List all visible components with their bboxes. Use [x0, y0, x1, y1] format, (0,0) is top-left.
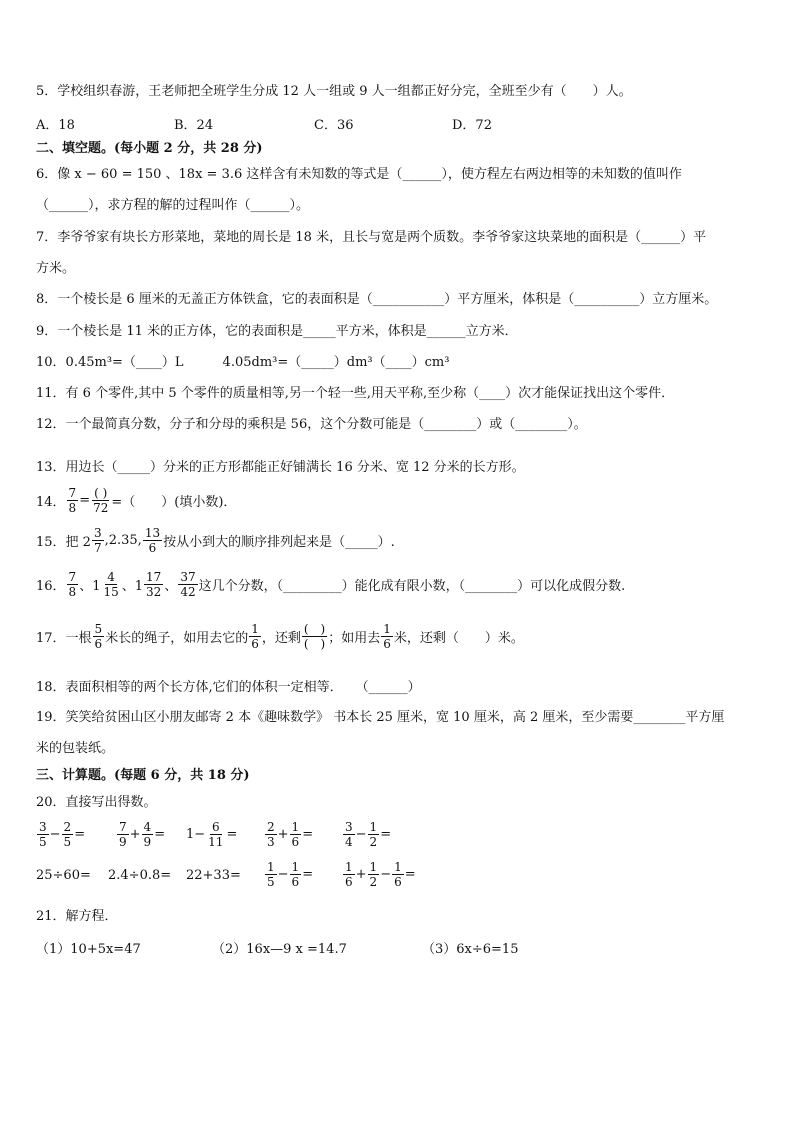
calc-2: $\frac{7}{9}$ + $\frac{4}{9}$ =: [119, 820, 166, 849]
question-15-middle: ,2.35,: [104, 533, 142, 548]
question-9: 9．一个棱长是 11 米的正方体，它的表面积是_____平方米，体积是______立方米．: [36, 324, 518, 339]
equation-2: （2）16x—9 x =14.7: [212, 942, 347, 957]
question-8: 8．一个棱长是 6 厘米的无盖正方体铁盒，它的表面积是（___________）平方厘米，体积是（__________）立方厘米。: [36, 292, 718, 307]
question-18: 18．表面积相等的两个长方体,它们的体积一定相等． （______）: [36, 680, 421, 695]
separator: 、: [164, 579, 178, 594]
question-17-text: 米长的绳子，如用去它的: [105, 631, 249, 646]
calc-5: $\frac{3}{4}$ − $\frac{1}{2}$ =: [345, 820, 392, 849]
question-17-text: ；如用去: [328, 631, 381, 646]
question-10: 10．0.45m³=（____）L 4.05dm³=（_____）dm³（____）cm³: [36, 355, 450, 370]
option-c: C．36: [314, 118, 354, 133]
equals-sign: =: [79, 493, 91, 508]
question-17-text: ，还剩: [261, 631, 301, 646]
question-19-line1: 19．笑笑给贫困山区小朋友邮寄 2 本《趣味数学》 书本长 25 厘米，宽 10 厘米，高 2 厘米，至少需要________平方厘: [36, 710, 725, 725]
question-17: [36, 622, 524, 651]
separator: 、1: [121, 579, 144, 594]
calc-9: $\frac{1}{5}$ − $\frac{1}{6}$ =: [267, 860, 314, 889]
fraction: $\frac{( )}{72}$: [93, 486, 109, 515]
question-15-rest: 按从小到大的顺序排列起来是（_____）.: [163, 535, 395, 550]
question-5-text: 5．学校组织春游，王老师把全班学生分成 12 人一组或 9 人一组都正好分完，全班至少有（ ）人。: [36, 84, 632, 99]
fraction: $\frac{1}{6}$: [251, 622, 259, 651]
blank-fraction: $\frac{( )}{( )}$: [303, 622, 326, 651]
calc-1: $\frac{3}{5}$ − $\frac{2}{5}$ =: [39, 820, 86, 849]
question-16-rest: 这几个分数，（_________）能化成有限小数，（________）可以化成假分数.: [198, 579, 626, 594]
calc-3: 1− $\frac{6}{11}$ =: [186, 820, 238, 849]
option-d: D．72: [452, 118, 492, 133]
question-15: [36, 526, 395, 555]
question-7-line2: 方米。: [36, 261, 76, 276]
calc-8: 22+33=: [186, 868, 241, 883]
question-14: [36, 486, 236, 515]
equation-1: （1）10+5x=47: [36, 942, 141, 957]
calc-6: 25÷60=: [36, 868, 91, 883]
question-12: 12．一个最简真分数，分子和分母的乘积是 56，这个分数可能是（________）或（________）。: [36, 417, 587, 432]
fraction: $\frac{4}{15}$: [103, 570, 119, 599]
separator: 、1: [79, 579, 101, 594]
question-7-line1: 7．李爷爷家有块长方形菜地，菜地的周长是 18 米，且长与宽是两个质数。李爷爷家这块菜地的面积是（______）平: [36, 230, 707, 245]
question-17-rest: 米，还剩（ ）米。: [393, 631, 524, 646]
fraction: $\frac{3}{7}$: [93, 526, 102, 555]
equation-3: （3）6x÷6=15: [422, 942, 519, 957]
question-5: [36, 82, 632, 102]
calc-7: 2.4÷0.8=: [108, 868, 172, 883]
question-16: [36, 570, 625, 599]
fraction: $\frac{13}{6}$: [144, 526, 161, 555]
question-14-rest: =（ ）(填小数)．: [111, 495, 237, 510]
fraction: $\frac{1}{6}$: [383, 622, 391, 651]
option-b: B．24: [174, 118, 214, 133]
question-15-prefix: 15．把 2: [36, 535, 91, 550]
question-6-line2: （______），求方程的解的过程叫作（______）。: [36, 198, 310, 213]
question-6-line1: 6．像 x − 60 = 150 、18x = 3.6 这样含有未知数的等式是（______），使方程左右两边相等的未知数的值叫作: [36, 167, 682, 182]
calc-10: $\frac{1}{6}$ + $\frac{1}{2}$ − $\frac{1}{6}$ =: [345, 860, 416, 889]
fraction: $\frac{7}{8}$: [68, 486, 77, 515]
question-5-options: [36, 114, 736, 134]
fraction: $\frac{37}{42}$: [180, 570, 196, 599]
question-19-line2: 米的包装纸。: [36, 741, 115, 756]
question-16-number: 16．: [36, 579, 66, 594]
fraction: $\frac{17}{32}$: [146, 570, 162, 599]
option-a: A．18: [36, 118, 75, 133]
fraction: $\frac{7}{8}$: [68, 570, 77, 599]
question-20-title: 20．直接写出得数。: [36, 795, 157, 810]
question-14-number: 14．: [36, 495, 66, 510]
question-11: 11．有 6 个零件,其中 5 个零件的质量相等,另一个轻一些,用天平称,至少称（____）次才能保证找出这个零件．: [36, 386, 675, 401]
question-21-title: 21．解方程．: [36, 909, 118, 924]
question-17-prefix: 17．一根: [36, 631, 92, 646]
section-3-heading: 三、计算题。(每题 6 分，共 18 分): [36, 768, 250, 783]
question-13: 13．用边长（_____）分米的正方形都能正好铺满长 16 分米、宽 12 分米的长方形。: [36, 460, 525, 475]
fraction: $\frac{5}{6}$: [94, 622, 103, 651]
calc-4: $\frac{2}{3}$ + $\frac{1}{6}$ =: [267, 820, 314, 849]
section-2-heading: 二、填空题。(每小题 2 分，共 28 分): [36, 141, 263, 156]
